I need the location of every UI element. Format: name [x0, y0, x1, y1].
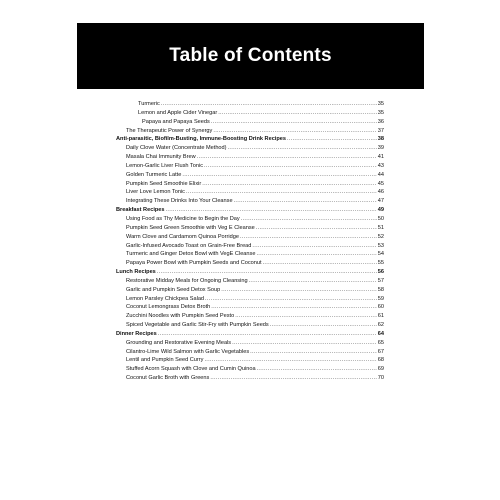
toc-entry-title: Papaya and Papaya Seeds	[142, 118, 210, 125]
toc-entry[interactable]	[116, 356, 384, 365]
toc-page-number: 38	[377, 136, 384, 143]
dot-leader	[211, 303, 377, 312]
toc-page-number: 57	[377, 277, 384, 284]
toc-page-number: 55	[377, 260, 384, 267]
dot-leader	[257, 365, 377, 374]
toc-section-heading[interactable]	[116, 330, 384, 339]
toc-entry[interactable]	[116, 162, 384, 171]
dot-leader	[256, 224, 377, 233]
toc-entry-title: Coconut Lemongrass Detox Broth	[126, 304, 211, 311]
page-title: Table of Contents	[169, 45, 332, 66]
toc-entry-title: Using Food as Thy Medicine to Begin the Day	[126, 215, 240, 222]
toc-entry-title: Lemon and Apple Cider Vinegar	[138, 109, 218, 116]
dot-leader	[240, 233, 377, 242]
dot-leader	[157, 268, 377, 277]
dot-leader	[221, 286, 377, 295]
toc-entry-title: The Therapeutic Power of Synergy	[126, 127, 213, 134]
toc-entry[interactable]	[116, 295, 384, 304]
toc-entry-title: Dinner Recipes	[116, 330, 157, 337]
toc-entry[interactable]	[116, 180, 384, 189]
toc-page-number: 54	[377, 251, 384, 258]
title-banner	[77, 23, 424, 89]
toc-section-heading[interactable]	[116, 135, 384, 144]
toc-entry-title: Grounding and Restorative Evening Meals	[126, 339, 232, 346]
toc-page-number: 43	[377, 162, 384, 169]
toc-entry-title: Stuffed Acorn Squash with Clove and Cumin Quinoa	[126, 366, 256, 373]
dot-leader	[158, 330, 377, 339]
toc-page-number: 61	[377, 313, 384, 320]
toc-entry-title: Garlic and Pumpkin Seed Detox Soup	[126, 286, 221, 293]
dot-leader	[182, 171, 376, 180]
toc-page-number: 45	[377, 180, 384, 187]
dot-leader	[241, 215, 377, 224]
toc-page-number: 50	[377, 215, 384, 222]
dot-leader	[204, 162, 377, 171]
toc-page-number: 47	[377, 198, 384, 205]
toc-entry[interactable]	[116, 259, 384, 268]
toc-entry[interactable]	[116, 277, 384, 286]
toc-page-number: 52	[377, 233, 384, 240]
toc-entry-title: Daily Clove Water (Concentrate Method)	[126, 145, 227, 152]
dot-leader	[256, 250, 376, 259]
toc-entry[interactable]	[116, 286, 384, 295]
toc-entry[interactable]	[116, 100, 384, 109]
dot-leader	[211, 118, 377, 127]
toc-page-number: 53	[377, 242, 384, 249]
dot-leader	[204, 356, 376, 365]
dot-leader	[202, 180, 377, 189]
toc-entry[interactable]	[116, 250, 384, 259]
toc-page-number: 39	[377, 145, 384, 152]
toc-entry-title: Breakfast Recipes	[116, 207, 165, 214]
toc-page-number: 44	[377, 171, 384, 178]
toc-page-number: 58	[377, 286, 384, 293]
dot-leader	[232, 339, 377, 348]
toc-entry[interactable]	[116, 215, 384, 224]
dot-leader	[250, 348, 377, 357]
toc-entry[interactable]	[116, 109, 384, 118]
toc-entry[interactable]	[116, 118, 384, 127]
toc-entry[interactable]	[116, 127, 384, 136]
toc-page-number: 36	[377, 118, 384, 125]
dot-leader	[218, 109, 377, 118]
toc-entry[interactable]	[116, 197, 384, 206]
toc-entry-title: Liver Love Lemon Tonic	[126, 189, 185, 196]
dot-leader	[287, 135, 377, 144]
toc-entry-title: Lemon-Garlic Liver Flush Tonic	[126, 162, 203, 169]
toc-entry[interactable]	[116, 303, 384, 312]
toc-page-number: 65	[377, 339, 384, 346]
toc-entry-title: Spiced Vegetable and Garlic Stir-Fry with Pumpkin Seeds	[126, 322, 269, 329]
toc-entry[interactable]	[116, 188, 384, 197]
toc-entry[interactable]	[116, 321, 384, 330]
toc-entry-title: Pumpkin Seed Smoothie Elixir	[126, 180, 202, 187]
toc-entry-title: Masala Chai Immunity Brew	[126, 154, 196, 161]
toc-page-number: 60	[377, 304, 384, 311]
toc-entry-title: Turmeric	[138, 101, 160, 107]
toc-entry[interactable]	[116, 365, 384, 374]
toc-entry[interactable]	[116, 348, 384, 357]
toc-entry[interactable]	[116, 233, 384, 242]
toc-entry[interactable]	[116, 144, 384, 153]
toc-entry-title: Restorative Midday Meals for Ongoing Cleansing	[126, 277, 248, 284]
toc-page-number: 67	[377, 348, 384, 355]
toc-entry-title: Golden Turmeric Latte	[126, 171, 182, 178]
toc-entry[interactable]	[116, 339, 384, 348]
toc-entry-title: Integrating These Drinks Into Your Cleanse	[126, 198, 233, 205]
table-of-contents	[116, 100, 384, 383]
toc-page-number: 46	[377, 189, 384, 196]
dot-leader	[210, 374, 376, 383]
dot-leader	[205, 295, 377, 304]
dot-leader	[263, 259, 377, 268]
toc-entry-title: Warm Clove and Cardamom Quinoa Porridge	[126, 233, 239, 240]
toc-entry-title: Papaya Power Bowl with Pumpkin Seeds and Coconut	[126, 260, 262, 267]
toc-page-number: 41	[377, 154, 384, 161]
dot-leader	[197, 153, 377, 162]
toc-entry[interactable]	[116, 153, 384, 162]
toc-page-number: 62	[377, 322, 384, 329]
toc-page-number: 35	[377, 109, 384, 116]
toc-entry-title: Lemon Parsley Chickpea Salad	[126, 295, 205, 302]
toc-page-number: 70	[377, 375, 384, 382]
dot-leader	[228, 144, 377, 153]
toc-entry-title: Turmeric and Ginger Detox Bowl with VegE Cleanse	[126, 251, 256, 258]
dot-leader	[235, 312, 377, 321]
dot-leader	[213, 127, 376, 136]
toc-page-number: 37	[377, 127, 384, 134]
toc-entry-title: Pumpkin Seed Green Smoothie with Veg E Cleanse	[126, 224, 255, 231]
toc-entry-title: Lentil and Pumpkin Seed Curry	[126, 357, 204, 364]
dot-leader	[161, 100, 377, 109]
toc-page-number: 64	[377, 330, 384, 337]
toc-page-number: 69	[377, 366, 384, 373]
toc-entry[interactable]	[116, 224, 384, 233]
toc-section-heading[interactable]	[116, 268, 384, 277]
toc-page-number: 49	[377, 207, 384, 214]
toc-entry-title: Coconut Garlic Broth with Greens	[126, 375, 210, 382]
toc-entry[interactable]	[116, 242, 384, 251]
toc-entry-title: Anti-parasitic, Biofilm-Busting, Immune-Boosting Drink Recipes	[116, 136, 287, 143]
toc-entry[interactable]	[116, 312, 384, 321]
dot-leader	[166, 206, 377, 215]
toc-section-heading[interactable]	[116, 206, 384, 215]
toc-page-number: 59	[377, 295, 384, 302]
dot-leader	[186, 188, 377, 197]
toc-entry-title: Lunch Recipes	[116, 269, 156, 276]
toc-page-number: 51	[377, 224, 384, 231]
toc-entry-title: Garlic-Infused Avocado Toast on Grain-Free Bread	[126, 242, 252, 249]
dot-leader	[252, 242, 376, 251]
toc-page-number: 35	[377, 101, 384, 107]
dot-leader	[234, 197, 377, 206]
toc-page-number: 56	[377, 269, 384, 276]
toc-page-number: 68	[377, 357, 384, 364]
toc-entry[interactable]	[116, 374, 384, 383]
toc-entry-title: Zucchini Noodles with Pumpkin Seed Pesto	[126, 313, 235, 320]
dot-leader	[249, 277, 377, 286]
toc-entry-title: Cilantro-Lime Wild Salmon with Garlic Vegetables	[126, 348, 250, 355]
toc-entry[interactable]	[116, 171, 384, 180]
dot-leader	[270, 321, 377, 330]
